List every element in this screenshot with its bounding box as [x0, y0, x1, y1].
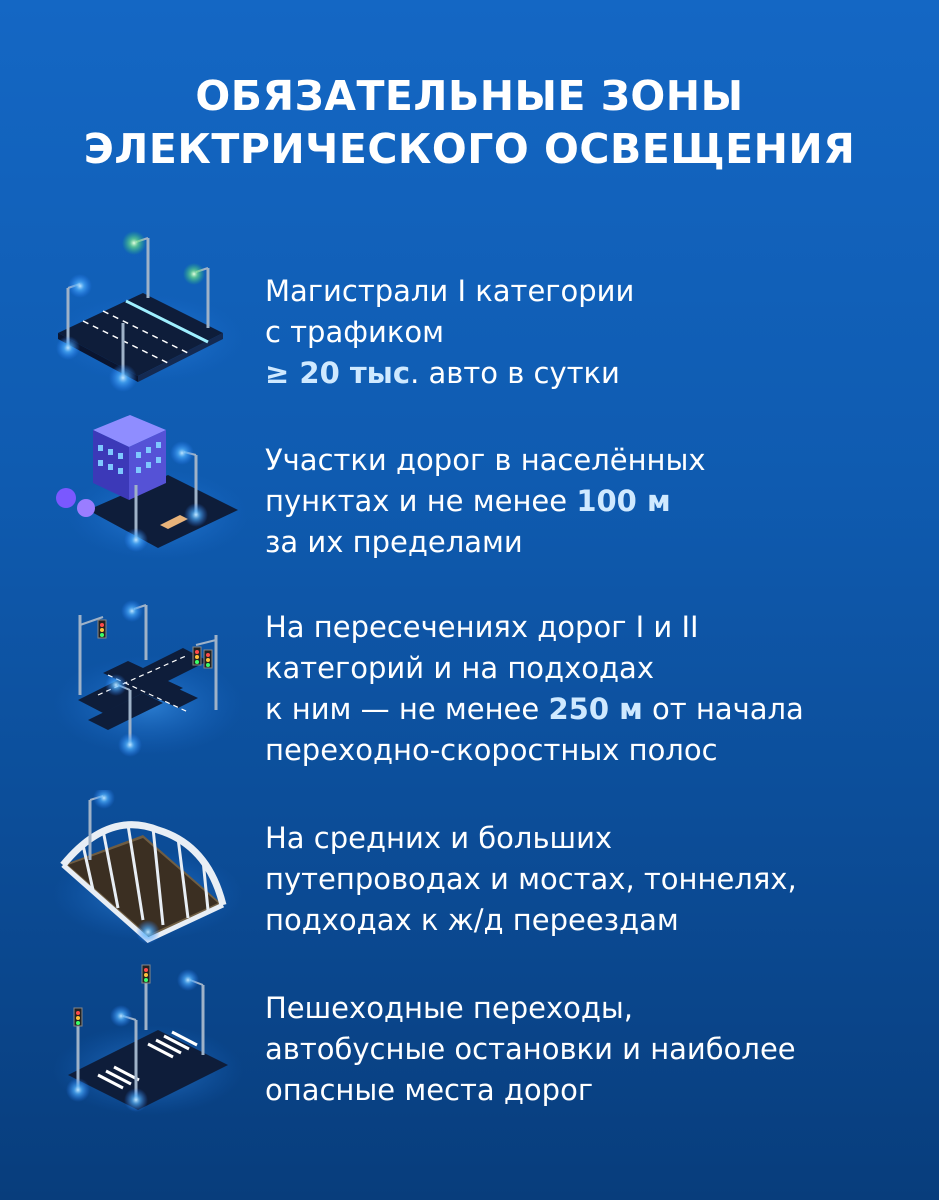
text-line: опасные места дорог — [265, 1073, 594, 1107]
text-fragment: пунктах и не менее — [265, 484, 577, 518]
text-line: путепроводах и мостах, тоннелях, — [265, 862, 797, 896]
text-line — [265, 353, 915, 394]
zone-item-settlements — [48, 400, 908, 570]
zone-text — [265, 271, 915, 394]
title-line-1: ОБЯЗАТЕЛЬНЫЕ ЗОНЫ — [195, 72, 744, 120]
zone-text — [265, 440, 915, 563]
text-line: за их пределами — [265, 525, 523, 559]
text-line: На пересечениях дорог I и II — [265, 610, 699, 644]
title-line-2: ЭЛЕКТРИЧЕСКОГО ОСВЕЩЕНИЯ — [83, 125, 856, 173]
zone-text — [265, 607, 915, 771]
highlight-value: ≥ 20 тыс — [265, 356, 411, 390]
text-line: категорий и на подходах — [265, 651, 654, 685]
text-line: Магистрали I категории — [265, 274, 635, 308]
crosswalk-icon — [48, 960, 248, 1130]
highway-icon — [48, 228, 248, 398]
zone-item-bridges — [48, 790, 908, 960]
zone-item-intersections — [48, 595, 908, 765]
page-title — [0, 70, 939, 176]
highlight-value: 250 м — [548, 692, 643, 726]
zone-text — [265, 818, 915, 941]
text-line — [265, 689, 915, 730]
text-line — [265, 481, 915, 522]
text-line: Пешеходные переходы, — [265, 991, 634, 1025]
text-fragment: от начала — [642, 692, 804, 726]
text-fragment: к ним — не менее — [265, 692, 549, 726]
zone-text — [265, 988, 915, 1111]
text-line: переходно-скоростных полос — [265, 733, 718, 767]
zone-item-highway — [48, 228, 908, 398]
text-line: с трафиком — [265, 315, 445, 349]
bridge-icon — [48, 790, 248, 960]
text-line: Участки дорог в населённых — [265, 443, 706, 477]
text-line: автобусные остановки и наиболее — [265, 1032, 796, 1066]
intersection-icon — [48, 595, 248, 765]
highlight-value: 100 м — [576, 484, 671, 518]
zone-item-crosswalks — [48, 960, 908, 1130]
text-line: На средних и больших — [265, 821, 613, 855]
text-fragment: . авто в сутки — [410, 356, 620, 390]
text-line: подходах к ж/д переездам — [265, 903, 679, 937]
building-road-icon — [48, 400, 248, 570]
